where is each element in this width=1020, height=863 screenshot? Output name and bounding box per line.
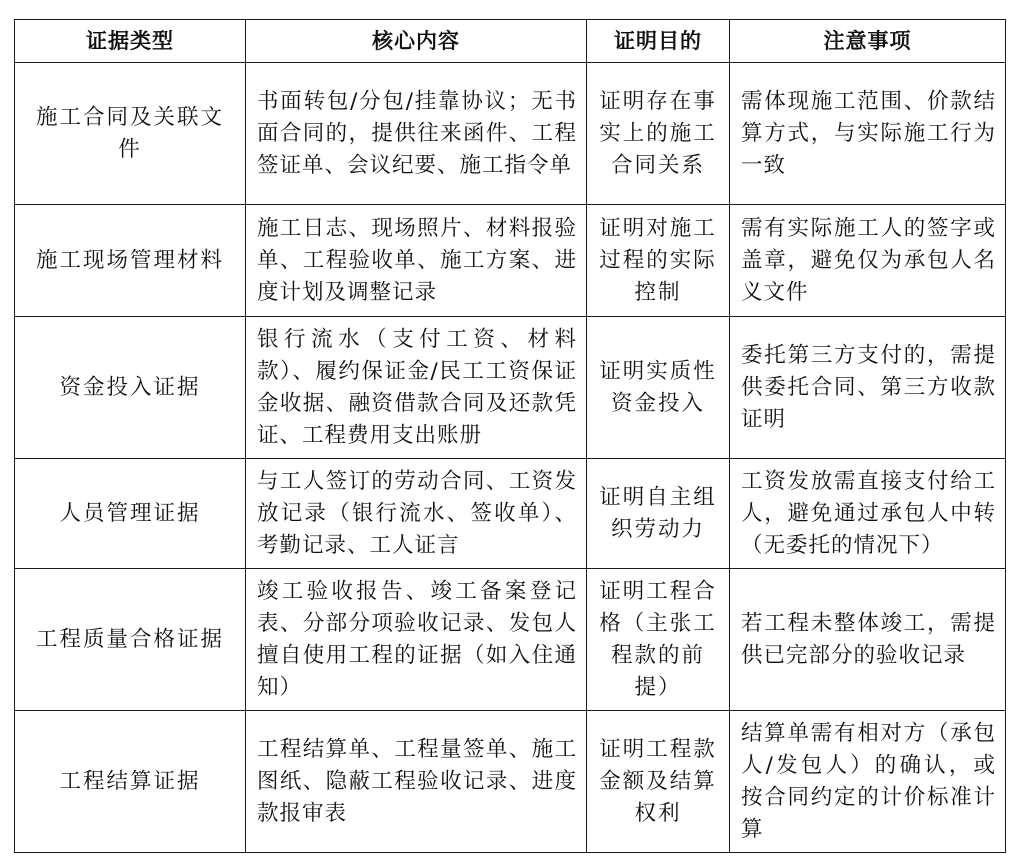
evidence-type-cell: 工程质量合格证据	[15, 569, 246, 711]
notes-cell: 若工程未整体竣工，需提供已完部分的验收记录	[730, 569, 1006, 711]
evidence-table	[14, 19, 1006, 853]
table-row	[15, 63, 1006, 205]
table-row	[15, 569, 1006, 711]
core-content-cell: 工程结算单、工程量签单、施工图纸、隐蔽工程验收记录、进度款报审表	[246, 711, 587, 853]
header-row	[15, 20, 1006, 63]
purpose-cell: 证明工程合格（主张工程款的前提）	[587, 569, 730, 711]
header-core-content: 核心内容	[246, 20, 587, 63]
notes-cell: 委托第三方支付的，需提供委托合同、第三方收款证明	[730, 317, 1006, 459]
core-content-cell: 竣工验收报告、竣工备案登记表、分部分项验收记录、发包人擅自使用工程的证据（如入住通知）	[246, 569, 587, 711]
evidence-type-cell: 工程结算证据	[15, 711, 246, 853]
table-row	[15, 711, 1006, 853]
core-content-cell: 书面转包/分包/挂靠协议；无书面合同的，提供往来函件、工程签证单、会议纪要、施工指令单	[246, 63, 587, 205]
evidence-type-cell: 资金投入证据	[15, 317, 246, 459]
core-content-cell: 与工人签订的劳动合同、工资发放记录（银行流水、签收单）、考勤记录、工人证言	[246, 459, 587, 569]
core-content-cell: 银行流水（支付工资、材料款）、履约保证金/民工工资保证金收据、融资借款合同及还款凭证、工程费用支出账册	[246, 317, 587, 459]
table-row	[15, 459, 1006, 569]
table-row	[15, 317, 1006, 459]
purpose-cell: 证明实质性资金投入	[587, 317, 730, 459]
purpose-cell: 证明对施工过程的实际控制	[587, 205, 730, 317]
notes-cell: 需有实际施工人的签字或盖章，避免仅为承包人名义文件	[730, 205, 1006, 317]
notes-cell: 结算单需有相对方（承包人/发包人）的确认，或按合同约定的计价标准计算	[730, 711, 1006, 853]
evidence-type-cell: 施工现场管理材料	[15, 205, 246, 317]
evidence-type-cell: 人员管理证据	[15, 459, 246, 569]
notes-cell: 工资发放需直接支付给工人，避免通过承包人中转（无委托的情况下）	[730, 459, 1006, 569]
header-evidence-type: 证据类型	[15, 20, 246, 63]
header-purpose: 证明目的	[587, 20, 730, 63]
notes-cell: 需体现施工范围、价款结算方式，与实际施工行为一致	[730, 63, 1006, 205]
table-row	[15, 205, 1006, 317]
purpose-cell: 证明存在事实上的施工合同关系	[587, 63, 730, 205]
purpose-cell: 证明工程款金额及结算权利	[587, 711, 730, 853]
header-notes: 注意事项	[730, 20, 1006, 63]
evidence-type-cell: 施工合同及关联文件	[15, 63, 246, 205]
purpose-cell: 证明自主组织劳动力	[587, 459, 730, 569]
core-content-cell: 施工日志、现场照片、材料报验单、工程验收单、施工方案、进度计划及调整记录	[246, 205, 587, 317]
